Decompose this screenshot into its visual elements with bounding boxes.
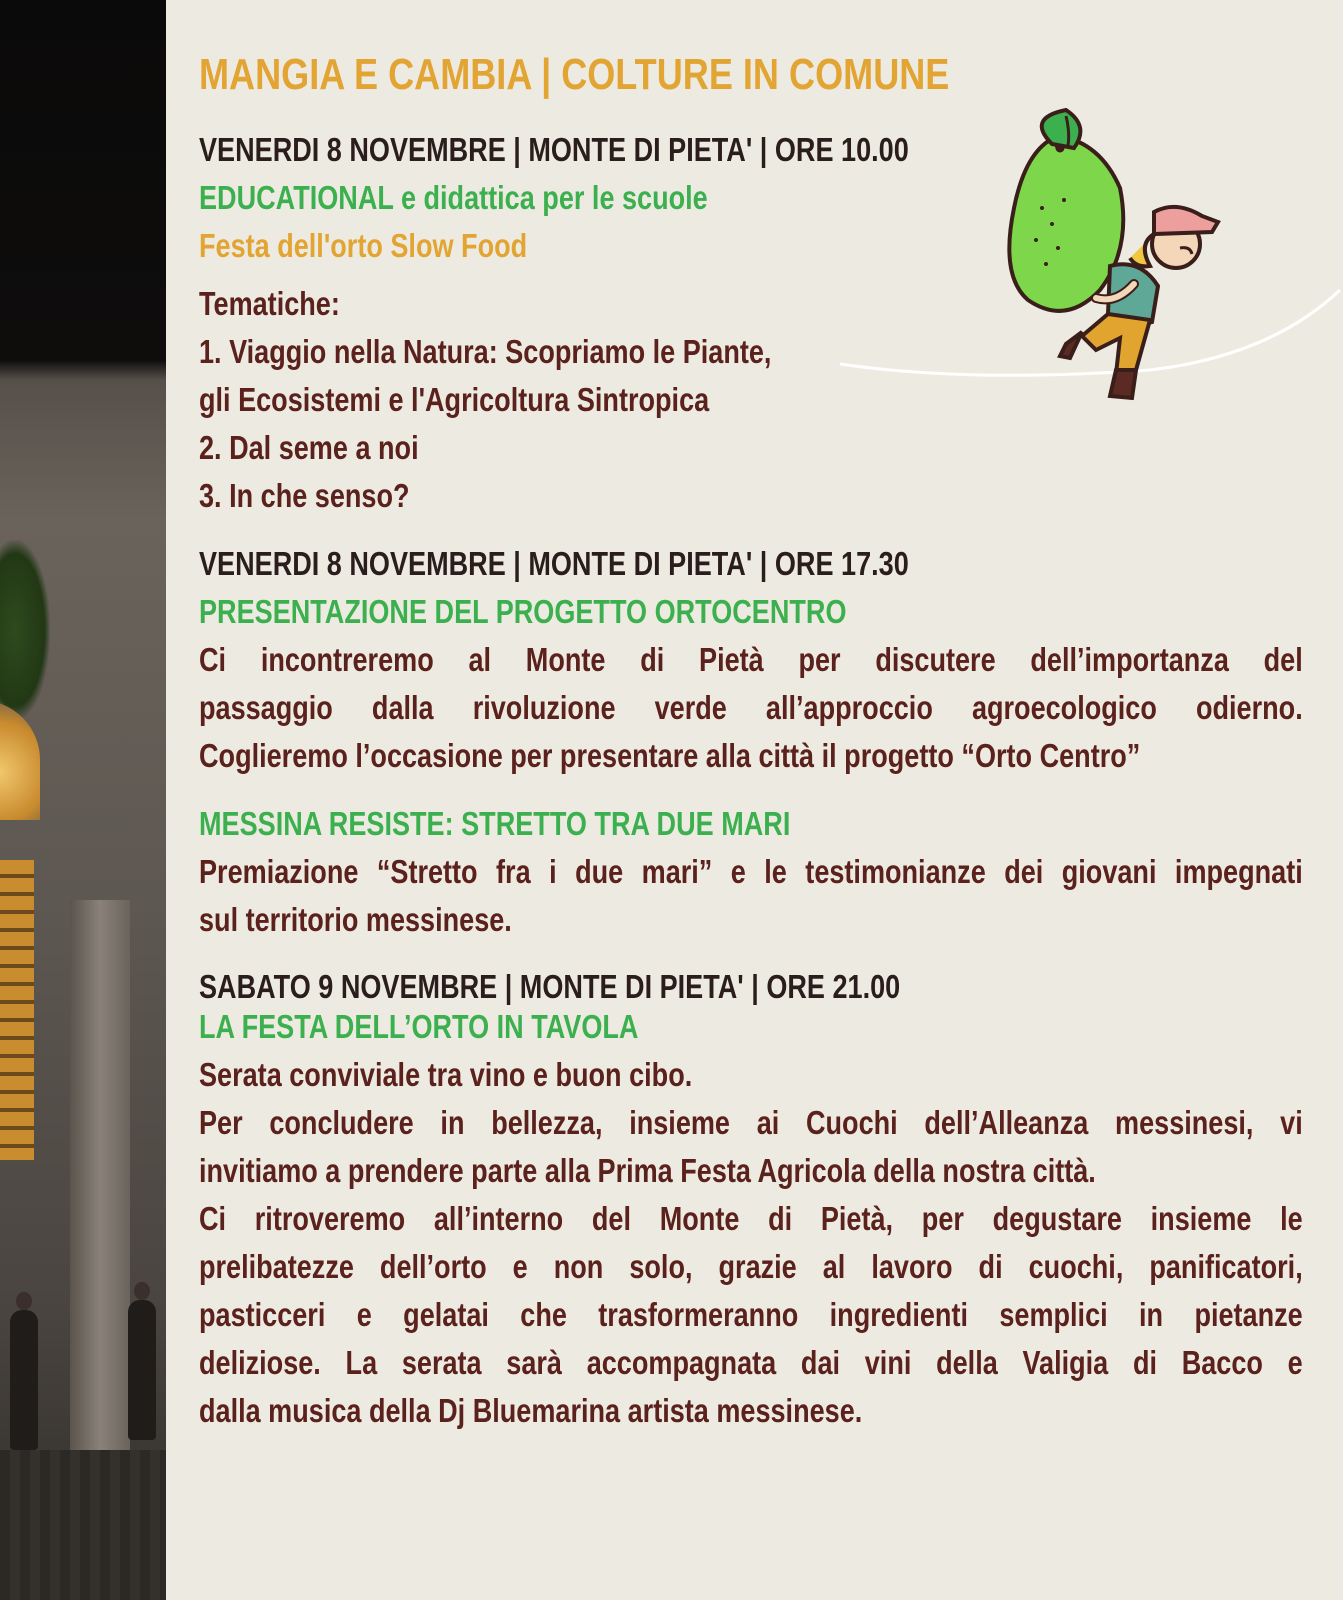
event-subtitle: Festa dell'orto Slow Food bbox=[199, 227, 528, 264]
event-body-line: dalla musica della Dj Bluemarina artista messinese. bbox=[199, 1392, 863, 1429]
tree-foliage bbox=[0, 540, 50, 720]
event-body-line: gli Ecosistemi e l'Agricoltura Sintropica bbox=[199, 381, 710, 418]
event-body-line: Ci ritroveremo all’interno del Monte di Pietà, per degustare insieme le bbox=[199, 1200, 1303, 1237]
person-silhouette bbox=[128, 1300, 156, 1440]
event-body-line: Premiazione “Stretto fra i due mari” e le testimonianze dei giovani impegnati bbox=[199, 853, 1303, 890]
event-body-line: prelibatezze dell’orto e non solo, grazie al lavoro di cuochi, panificatori, bbox=[199, 1248, 1303, 1285]
event-subtitle: PRESENTAZIONE DEL PROGETTO ORTOCENTRO bbox=[199, 593, 847, 630]
event-subtitle: EDUCATIONAL e didattica per le scuole bbox=[199, 179, 708, 216]
person-silhouette bbox=[10, 1310, 38, 1450]
event-header: VENERDI 8 NOVEMBRE | MONTE DI PIETA' | ORE 10.00 bbox=[199, 131, 909, 168]
lit-doorway bbox=[0, 860, 34, 1160]
event-body-line: 2. Dal seme a noi bbox=[199, 429, 419, 466]
event-header: VENERDI 8 NOVEMBRE | MONTE DI PIETA' | ORE 17.30 bbox=[199, 545, 909, 582]
event-header: SABATO 9 NOVEMBRE | MONTE DI PIETA' | ORE 21.00 bbox=[199, 968, 901, 1005]
event-body-line: pasticceri e gelatai che trasformeranno ingredienti semplici in pietanze bbox=[199, 1296, 1303, 1333]
event-body-line: deliziose. La serata sarà accompagnata dai vini della Valigia di Bacco e bbox=[199, 1344, 1303, 1381]
event-body-line: Coglieremo l’occasione per presentare alla città il progetto “Orto Centro” bbox=[199, 737, 1141, 774]
event-body-line: sul territorio messinese. bbox=[199, 901, 512, 938]
event-body-line: 1. Viaggio nella Natura: Scopriamo le Piante, bbox=[199, 333, 772, 370]
event-body-line: Per concludere in bellezza, insieme ai Cuochi dell’Alleanza messinesi, vi bbox=[199, 1104, 1303, 1141]
event-body-line: Ci incontreremo al Monte di Pietà per discutere dell’importanza del bbox=[199, 641, 1303, 678]
event-body-line: Serata conviviale tra vino e buon cibo. bbox=[199, 1056, 693, 1093]
event-body-line: 3. In che senso? bbox=[199, 477, 410, 514]
event-subtitle: LA FESTA DELL’ORTO IN TAVOLA bbox=[199, 1008, 639, 1045]
person-carrying-lime-icon bbox=[820, 108, 1343, 418]
cobblestone-ground bbox=[0, 1450, 166, 1600]
stone-column bbox=[70, 900, 130, 1460]
page-title: MANGIA E CAMBIA | COLTURE IN COMUNE bbox=[199, 50, 950, 99]
event-body-line: invitiamo a prendere parte alla Prima Festa Agricola della nostra città. bbox=[199, 1152, 1096, 1189]
event-subtitle: MESSINA RESISTE: STRETTO TRA DUE MARI bbox=[199, 805, 791, 842]
night-building-photo bbox=[0, 0, 166, 1600]
event-body-line: Tematiche: bbox=[199, 285, 340, 322]
event-body-line: passaggio dalla rivoluzione verde all’approccio agroecologico odierno. bbox=[199, 689, 1303, 726]
